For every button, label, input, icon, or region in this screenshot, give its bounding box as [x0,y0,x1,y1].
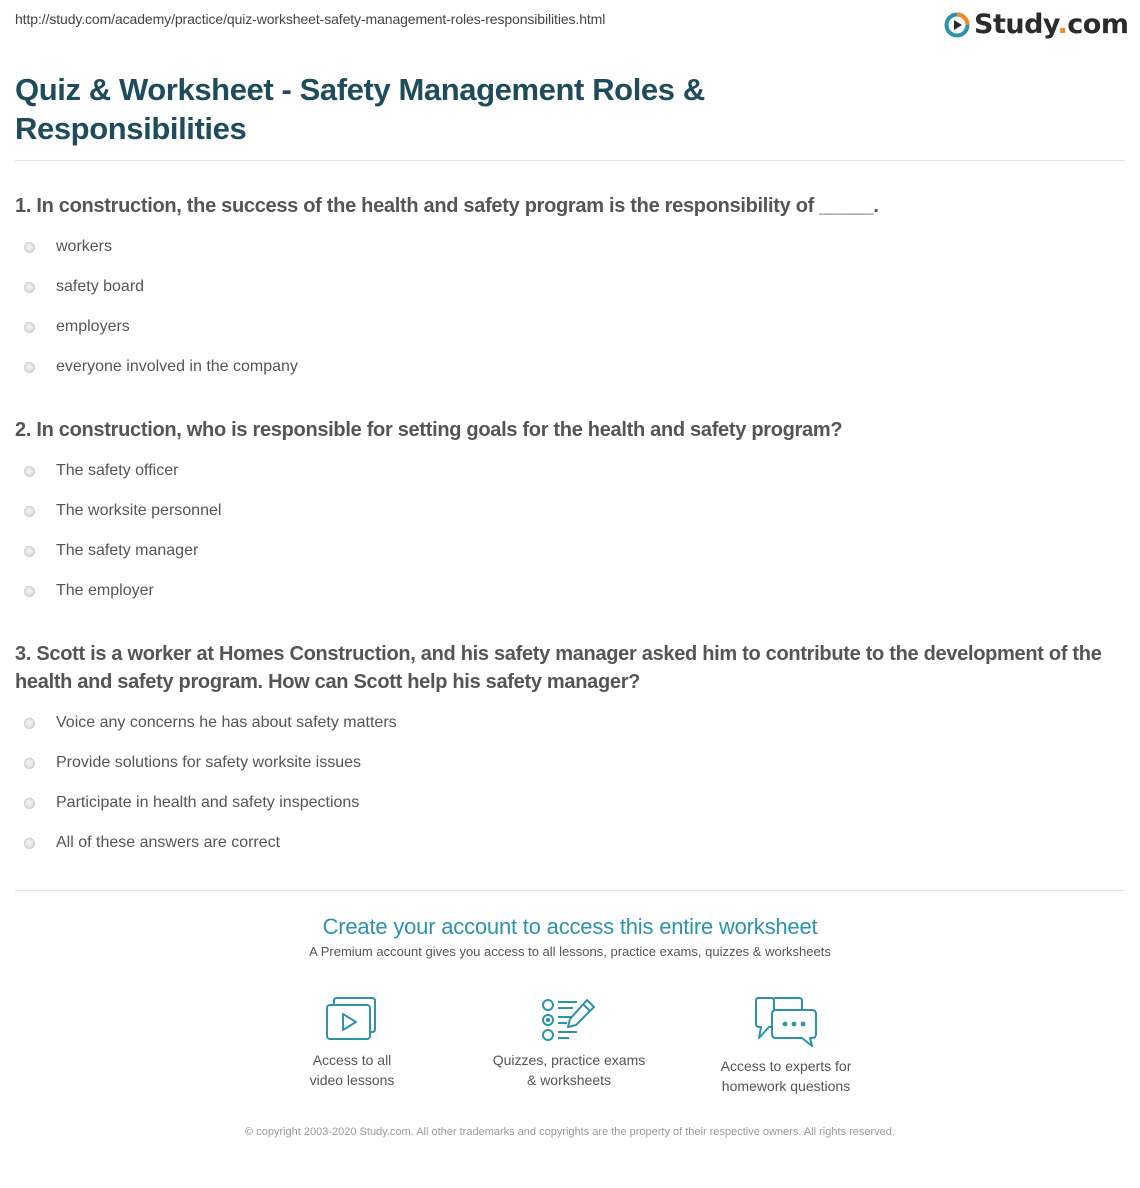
answer-options [15,703,1125,863]
chat-bubbles-icon [686,996,886,1048]
feature-label: Quizzes, practice exams & worksheets [492,1052,646,1088]
page-title: Quiz & Worksheet - Safety Management Roles & Responsibilities [15,72,705,146]
radio-button[interactable] [24,798,35,809]
radio-button[interactable] [24,506,35,517]
question-1 [15,192,1125,387]
study-com-logo[interactable] [944,8,1129,42]
answer-options [15,227,1125,387]
quiz-checklist-icon [469,996,669,1042]
page-url: http://study.com/academy/practice/quiz-worksheet-safety-management-roles-responsibilities.html [15,11,606,27]
question-text: 3. Scott is a worker at Homes Construction, and his safety manager asked him to contribute to the development of the health and safety program. How can Scott help his safety manager? [15,643,1102,693]
answer-option[interactable]: Voice any concerns he has about safety matters [15,703,1125,743]
question-text: 1. In construction, the success of the health and safety program is the responsibility of _____. [15,195,879,217]
answer-option[interactable]: Provide solutions for safety worksite issues [15,743,1125,783]
radio-button[interactable] [24,466,35,477]
feature-quizzes [469,996,669,1090]
radio-button[interactable] [24,282,35,293]
answer-option[interactable]: The safety manager [15,531,1125,571]
title-divider [15,160,1125,161]
cta-title[interactable]: Create your account to access this entire worksheet [322,914,818,939]
answer-option[interactable]: The employer [15,571,1125,611]
answer-option[interactable]: All of these answers are correct [15,823,1125,863]
feature-experts [686,996,886,1096]
radio-button[interactable] [24,718,35,729]
answer-option[interactable]: The safety officer [15,451,1125,491]
question-3 [15,640,1125,863]
feature-video-lessons [252,996,452,1090]
radio-button[interactable] [24,362,35,373]
play-circle-logo-icon [944,12,970,38]
answer-option[interactable]: The worksite personnel [15,491,1125,531]
answer-option[interactable]: Participate in health and safety inspections [15,783,1125,823]
radio-button[interactable] [24,546,35,557]
signup-cta [0,912,1140,959]
answer-option[interactable]: everyone involved in the company [15,347,1125,387]
radio-button[interactable] [24,838,35,849]
page-header [0,0,1140,50]
feature-label: Access to all video lessons [309,1052,395,1088]
cta-subtitle: A Premium account gives you access to all lessons, practice exams, quizzes & worksheets [309,944,831,959]
radio-button[interactable] [24,322,35,333]
radio-button[interactable] [24,242,35,253]
radio-button[interactable] [24,586,35,597]
logo-wordmark: Study.com [974,9,1129,40]
copyright-notice: © copyright 2003-2020 Study.com. All other trademarks and copyrights are the property of their respective owners. All rights reserved. [245,1126,895,1138]
question-2 [15,416,1125,611]
answer-option[interactable]: safety board [15,267,1125,307]
video-lessons-icon [252,996,452,1042]
answer-options [15,451,1125,611]
answer-option[interactable]: employers [15,307,1125,347]
answer-option[interactable]: workers [15,227,1125,267]
feature-label: Access to experts for homework questions [720,1058,852,1094]
radio-button[interactable] [24,758,35,769]
question-text: 2. In construction, who is responsible for setting goals for the health and safety program? [15,419,843,441]
cta-divider [15,890,1125,891]
